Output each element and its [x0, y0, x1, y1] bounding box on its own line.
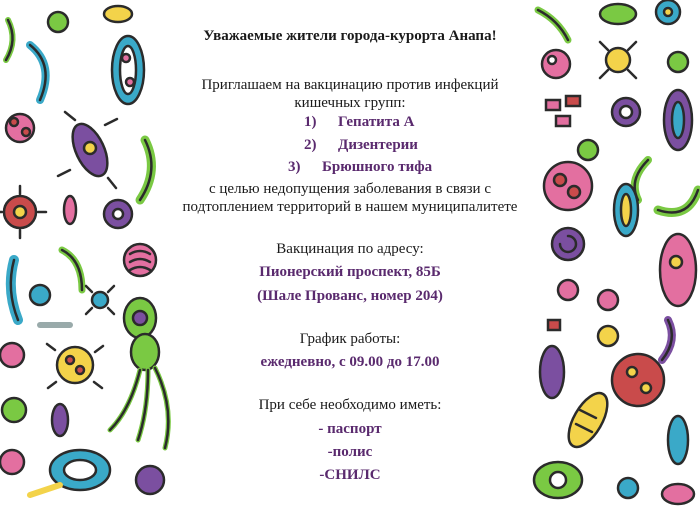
- intro-line-2: кишечных групп:: [294, 95, 406, 111]
- address-line-1: Пионерский проспект, 85Б: [259, 264, 441, 280]
- disease-number-2: 2): [304, 137, 317, 153]
- address-line-2: (Шале Прованс, номер 204): [257, 288, 443, 304]
- document-item-passport: - паспорт: [318, 421, 382, 437]
- disease-name-3: Брюшного тифа: [322, 159, 433, 175]
- address-label: Вакцинация по адресу:: [276, 241, 424, 257]
- intro-line-1: Приглашаем на вакцинацию против инфекций: [201, 77, 499, 93]
- bacteria-pattern-left: [0, 0, 172, 506]
- documents-label: При себе необходимо иметь:: [258, 397, 442, 413]
- bacteria-pattern-right: [528, 0, 700, 506]
- announcement-title: Уважаемые жители города-курорта Анапа!: [203, 28, 497, 44]
- disease-name-1: Гепатита А: [338, 114, 415, 130]
- disease-name-2: Дизентерии: [338, 137, 418, 153]
- schedule-label: График работы:: [299, 331, 401, 347]
- purpose-line-2: подтоплением территорий в нашем муниципалитете: [182, 199, 518, 215]
- bacteria-border-left: [0, 0, 172, 506]
- schedule-value: ежедневно, с 09.00 до 17.00: [260, 354, 440, 370]
- document-item-snils: -СНИЛС: [319, 467, 381, 483]
- document-item-policy: -полис: [327, 444, 373, 460]
- disease-number-1: 1): [304, 114, 317, 130]
- purpose-line-1: с целью недопущения заболевания в связи с: [209, 181, 491, 197]
- disease-number-3: 3): [288, 159, 301, 175]
- bacteria-border-right: [528, 0, 700, 506]
- announcement: [172, 0, 528, 506]
